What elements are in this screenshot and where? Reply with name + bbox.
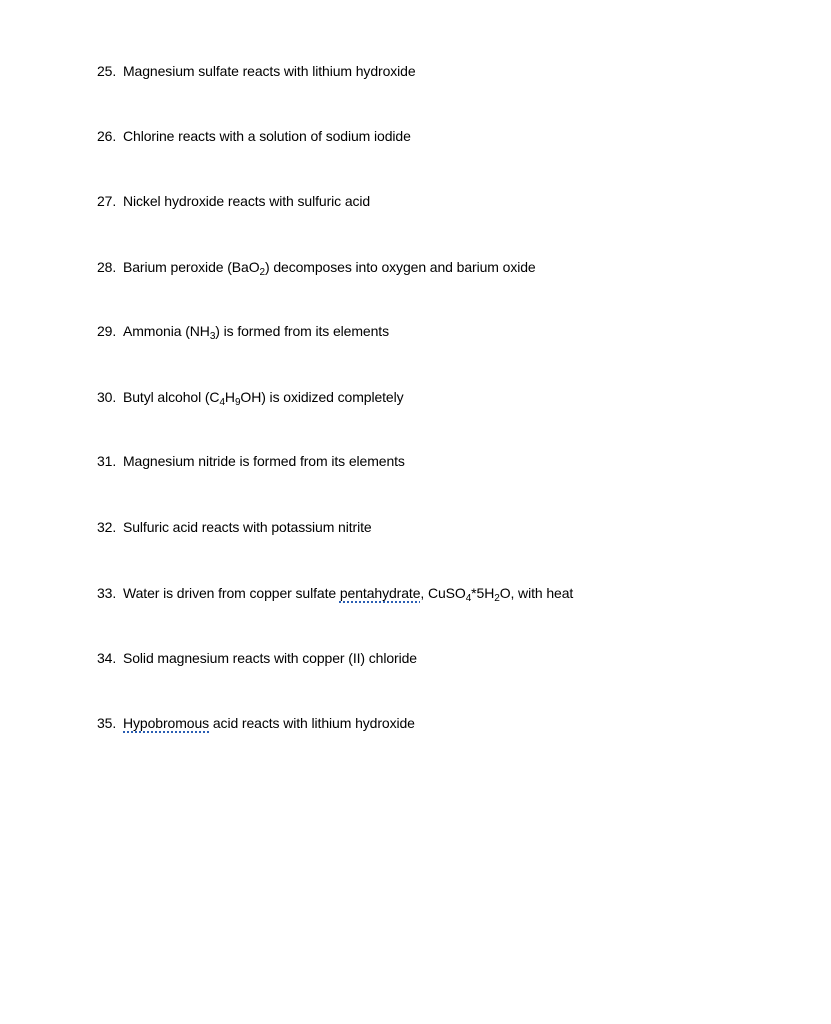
question-number: 33. <box>97 585 117 601</box>
question-text: Magnesium sulfate reacts with lithium hydroxide <box>123 63 416 79</box>
question-text-end: OH) is oxidized completely <box>240 389 404 405</box>
question-text-end: O, with heat <box>499 585 574 601</box>
formula-subscript: 3 <box>209 331 216 342</box>
question-text-end: acid reacts with lithium hydroxide <box>209 715 415 731</box>
question-text-start: Barium peroxide (BaO <box>123 259 260 275</box>
question-number: 30. <box>97 389 117 405</box>
question-number: 31. <box>97 453 117 469</box>
spellcheck-flagged-word[interactable]: pentahydrate <box>339 585 421 601</box>
question-text: Solid magnesium reacts with copper (II) chloride <box>123 650 417 666</box>
formula-part: *5H <box>471 585 495 601</box>
spellcheck-flagged-word[interactable]: Hypobromous <box>123 715 210 731</box>
question-30 <box>97 388 404 406</box>
formula-subscript: 4 <box>465 593 472 604</box>
question-number: 25. <box>97 63 117 79</box>
question-text: Nickel hydroxide reacts with sulfuric acid <box>123 193 371 209</box>
question-text-start: Water is driven from copper sulfate <box>123 585 340 601</box>
question-number: 29. <box>97 323 117 339</box>
formula-subscript: 4 <box>219 397 225 408</box>
question-text: Sulfuric acid reacts with potassium nitrite <box>123 519 372 535</box>
question-number: 28. <box>97 259 117 275</box>
question-32 <box>97 518 372 536</box>
question-number: 27. <box>97 193 117 209</box>
question-35 <box>97 714 415 732</box>
question-text: Chlorine reacts with a solution of sodium iodide <box>123 128 411 144</box>
question-28 <box>97 258 536 276</box>
question-number: 32. <box>97 519 117 535</box>
question-number: 26. <box>97 128 117 144</box>
formula-part: H <box>224 389 235 405</box>
question-text-start: Butyl alcohol (C <box>123 389 220 405</box>
formula-subscript: 9 <box>234 397 241 408</box>
question-text-end: ) is formed from its elements <box>215 323 389 339</box>
question-number: 34. <box>97 650 117 666</box>
question-text: Magnesium nitride is formed from its elements <box>123 453 405 469</box>
question-31 <box>97 452 405 470</box>
question-34 <box>97 649 417 667</box>
question-number: 35. <box>97 715 117 731</box>
question-25 <box>97 62 416 80</box>
question-33 <box>97 584 573 602</box>
formula-subscript: 2 <box>494 593 500 604</box>
question-27 <box>97 192 370 210</box>
question-text-start: Ammonia (NH <box>123 323 210 339</box>
question-text-end: ) decomposes into oxygen and barium oxide <box>264 259 536 275</box>
formula-part: , CuSO <box>420 585 466 601</box>
formula-subscript: 2 <box>259 267 265 278</box>
question-26 <box>97 127 411 145</box>
question-29 <box>97 322 389 340</box>
